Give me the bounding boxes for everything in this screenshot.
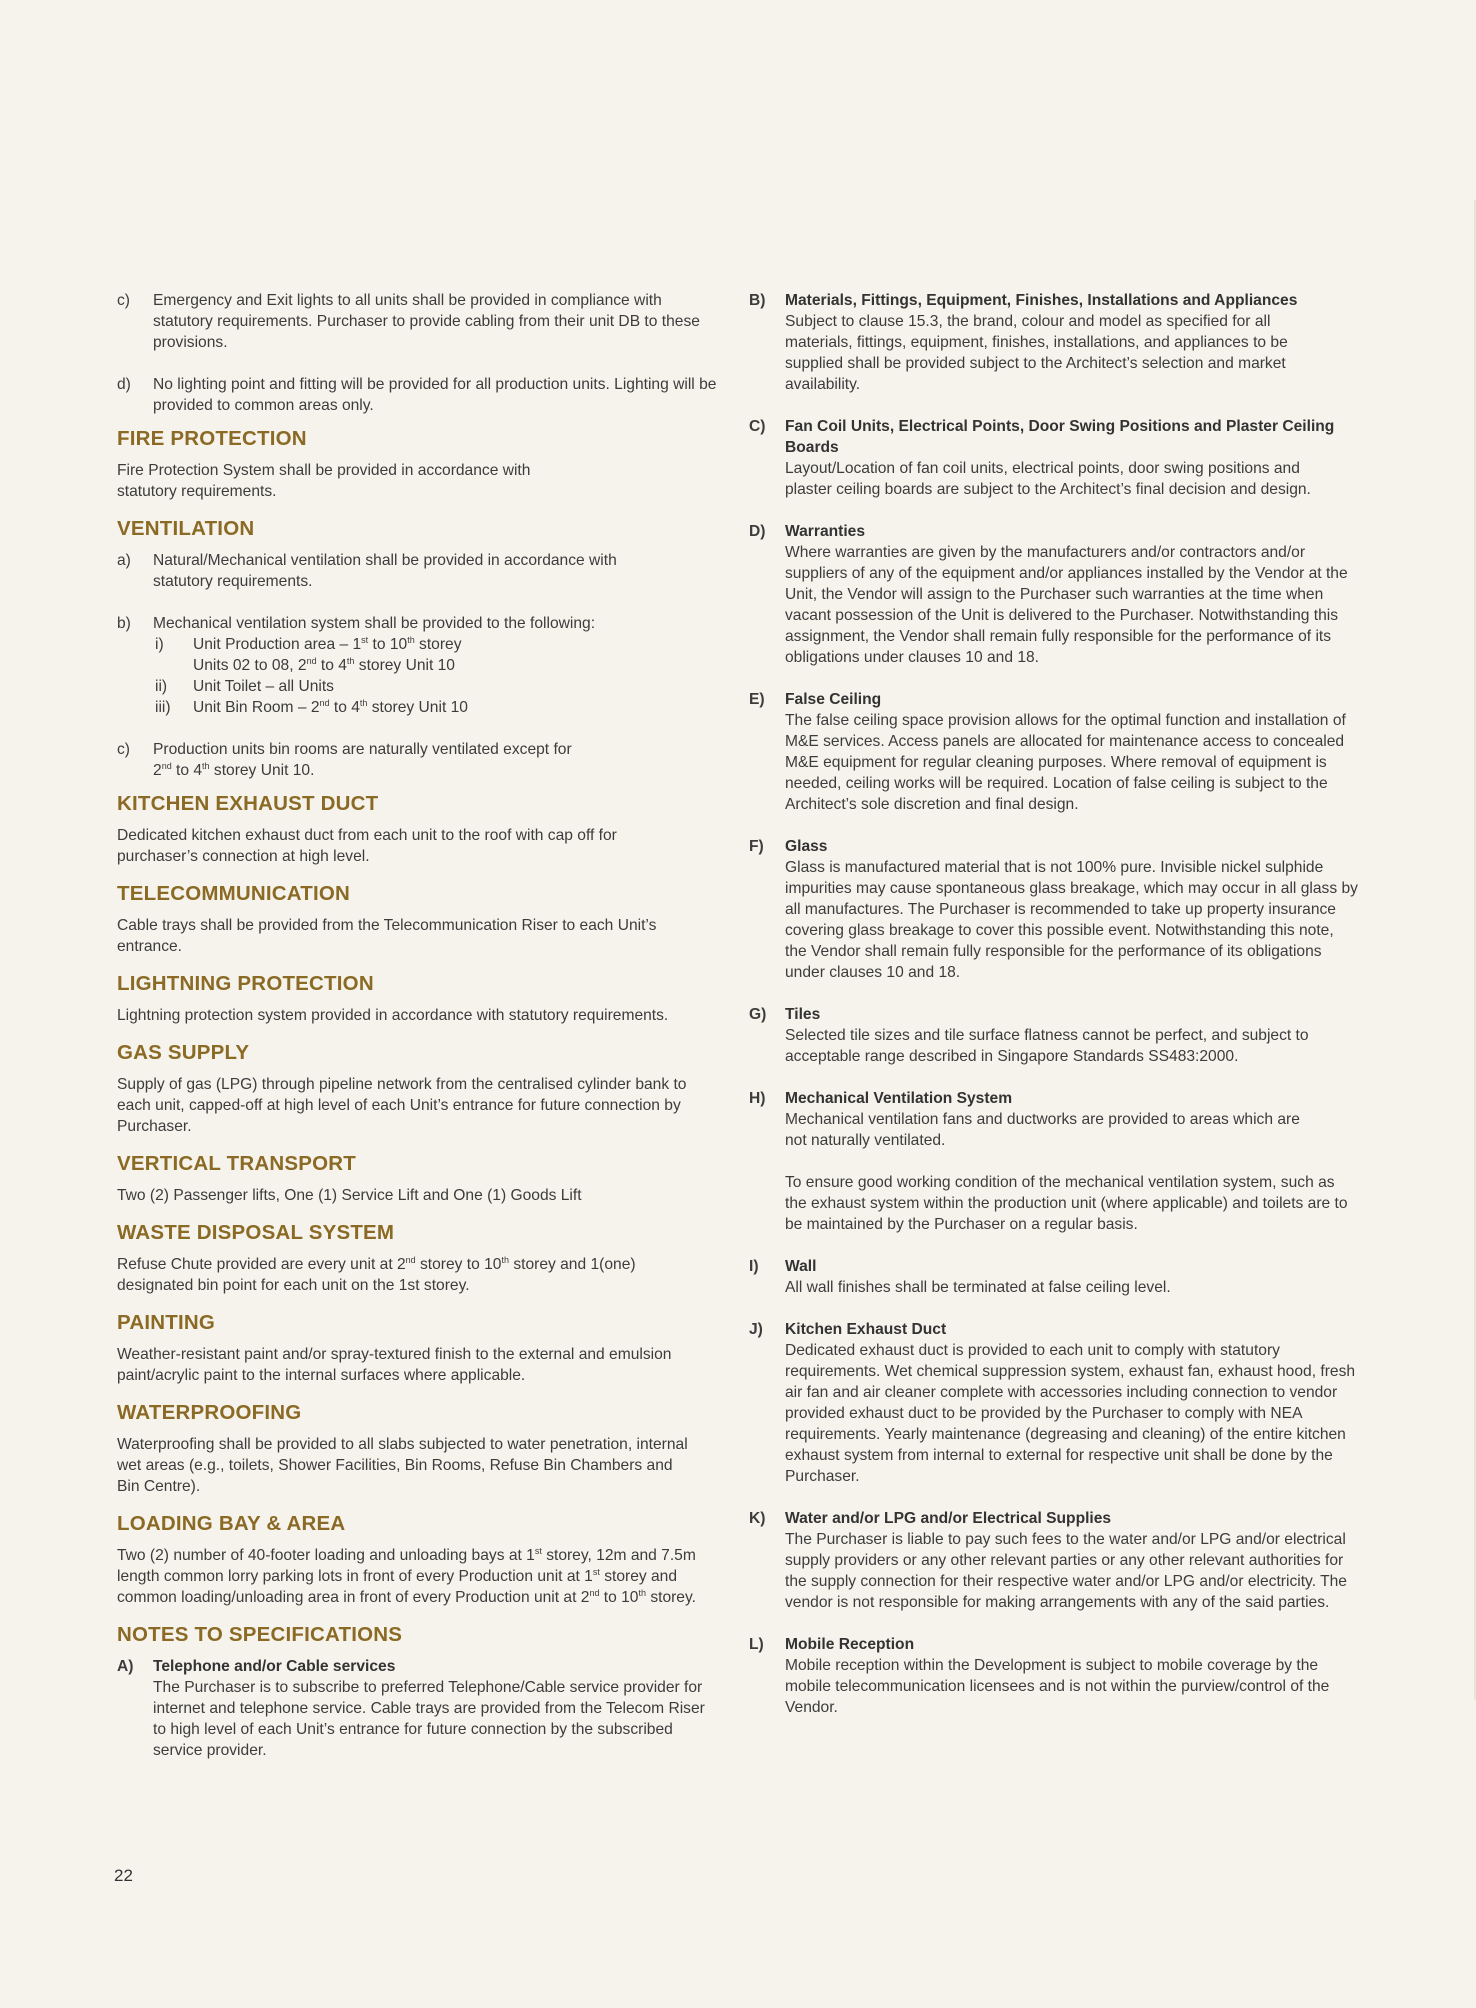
- painting-heading: PAINTING: [117, 1311, 216, 1334]
- kitchen-exhaust-text: Dedicated kitchen exhaust duct from each unit to the roof with cap off for purchaser’s connection at high level.: [117, 827, 617, 865]
- note-a: A) Telephone and/or Cable services The Purchaser is to subscribe to preferred Telephone/Cable service provider for internet and telephone service. Cable trays are provided from the Telecom Riser to high level of each Unit’s entrance for future connection by the subscribed service provider.: [117, 1656, 713, 1761]
- notes-heading: NOTES TO SPECIFICATIONS: [117, 1623, 403, 1646]
- gas-supply-heading: GAS SUPPLY: [117, 1041, 250, 1064]
- note-a-text: The Purchaser is to subscribe to preferred Telephone/Cable service provider for internet and telephone service. Cable trays are provided from the Telecom Riser to high level of each Unit’s entrance for future connection by the subscribed service provider.: [153, 1679, 705, 1759]
- ventilation-item-b: b) Mechanical ventilation system shall be provided to the following: i) Unit Production area – 1st to 10th storey Units 02 to 08, 2nd to 4th storey Unit 10 ii) Unit Toilet – all Units iii) Unit Bin Room – 2nd to 4th storey Unit 10: [117, 613, 717, 718]
- lighting-item-c-text: Emergency and Exit lights to all units shall be provided in compliance with statutory requirements. Purchaser to provide cabling from their unit DB to these provisions.: [153, 292, 700, 351]
- lightning-protection-text: Lightning protection system provided in accordance with statutory requirements.: [117, 1007, 669, 1024]
- telecommunication-text: Cable trays shall be provided from the Telecommunication Riser to each Unit’s entrance.: [117, 917, 657, 955]
- loading-bay-text: Two (2) number of 40-footer loading and unloading bays at 1st storey, 12m and 7.5m length common lorry parking lots in front of every Production unit at 1st storey and common loading/unloading area in front of every Production unit at 2nd to 10th storey.: [117, 1545, 696, 1606]
- ventilation-item-c: c) Production units bin rooms are naturally ventilated except for 2nd to 4th storey Unit 10.: [117, 741, 572, 779]
- waste-disposal-text: Refuse Chute provided are every unit at 2nd storey to 10th storey and 1(one) designated bin point for each unit on the 1st storey.: [117, 1254, 636, 1294]
- waterproofing-text: Waterproofing shall be provided to all slabs subjected to water penetration, internal wet areas (e.g., toilets, Shower Facilities, Bin Rooms, Refuse Bin Chambers and Bin Centre).: [117, 1436, 688, 1495]
- waste-disposal-heading: WASTE DISPOSAL SYSTEM: [117, 1221, 395, 1244]
- ventilation-sub-ii: ii) Unit Toilet – all Units: [155, 678, 334, 695]
- lighting-item-c: c) Emergency and Exit lights to all units shall be provided in compliance with statutory requirements. Purchaser to provide cabling from their unit DB to these provisions.: [117, 292, 700, 351]
- telecommunication-heading: TELECOMMUNICATION: [117, 882, 351, 905]
- left-column: [117, 290, 717, 1782]
- gas-supply-text: Supply of gas (LPG) through pipeline network from the centralised cylinder bank to each unit, capped-off at high level of each Unit’s entrance for future connection by Purchaser.: [117, 1076, 687, 1135]
- fire-protection-heading: FIRE PROTECTION: [117, 427, 307, 450]
- lighting-item-d: d) No lighting point and fitting will be provided for all production units. Lighting will be provided to common areas only.: [117, 376, 717, 414]
- loading-bay-heading: LOADING BAY & AREA: [117, 1512, 346, 1535]
- ventilation-sub-i: i) Unit Production area – 1st to 10th storey: [155, 634, 462, 653]
- page-number: 22: [114, 1866, 133, 1885]
- note-j: J) Kitchen Exhaust Duct Dedicated exhaust duct is provided to each unit to comply with statutory requirements. Wet chemical suppression system, exhaust fan, exhaust hood, fresh air fan and air cleaner complete with accessories including connection to vendor provided exhaust duct to be provided by the Purchaser to comply with NEA requirements. Yearly maintenance (degreasing and cleaning) of the entire kitchen exhaust system from internal to external for respective unit shall be done by the Purchaser.: [749, 1321, 1356, 1485]
- painting-text: Weather-resistant paint and/or spray-textured finish to the external and emulsion paint/acrylic paint to the internal surfaces where applicable.: [117, 1346, 672, 1384]
- note-e: E) False Ceiling The false ceiling space provision allows for the optimal function and installation of M&E services. Access panels are allocated for maintenance access to concealed M&E equipment for regular cleaning purposes. Where removal of equipment is needed, ceiling works will be required. Location of false ceiling is subject to the Architect’s sole discretion and final design.: [749, 691, 1346, 813]
- note-i: I) Wall All wall finishes shall be terminated at false ceiling level.: [749, 1258, 1171, 1296]
- waterproofing-heading: WATERPROOFING: [117, 1401, 302, 1424]
- vertical-transport-heading: VERTICAL TRANSPORT: [117, 1152, 356, 1175]
- note-d: D) Warranties Where warranties are given by the manufacturers and/or contractors and/or suppliers of any of the equipment and/or appliances installed by the Vendor at the Unit, the Vendor will assign to the Purchaser such warranties at the time when vacant possession of the Unit is delivered to the Purchaser. Notwithstanding this assignment, the Vendor shall remain fully responsible for the performance of its obligations under clauses 10 and 18.: [749, 523, 1348, 666]
- ventilation-sub-i-cont: Units 02 to 08, 2nd to 4th storey Unit 10: [193, 655, 455, 674]
- ventilation-item-a: a) Natural/Mechanical ventilation shall be provided in accordance with statutory requirements.: [117, 552, 617, 590]
- lightning-protection-heading: LIGHTNING PROTECTION: [117, 972, 374, 995]
- note-c: C) Fan Coil Units, Electrical Points, Door Swing Positions and Plaster Ceiling Boards Layout/Location of fan coil units, electrical points, door swing positions and plaster ceiling boards are subject to the Architect’s final decision and design.: [749, 418, 1335, 498]
- note-g: G) Tiles Selected tile sizes and tile surface flatness cannot be perfect, and subject to acceptable range described in Singapore Standards SS483:2000.: [749, 1006, 1309, 1065]
- ventilation-heading: VENTILATION: [117, 517, 255, 540]
- note-a-title: Telephone and/or Cable services: [153, 1658, 396, 1675]
- note-f: F) Glass Glass is manufactured material that is not 100% pure. Invisible nickel sulphide impurities may cause spontaneous glass breakage, which may occur in all glass by all manufactures. The Purchaser is recommended to take up property insurance covering glass breakage to cover this possible event. Notwithstanding this note, the Vendor shall remain fully responsible for the performance of its obligations under clauses 10 and 18.: [749, 838, 1358, 981]
- note-l: L) Mobile Reception Mobile reception within the Development is subject to mobile coverage by the mobile telecommunication licensees and is not within the purview/control of the Vendor.: [749, 1636, 1330, 1716]
- lighting-item-d-text: No lighting point and fitting will be provided for all production units. Lighting will be provided to common areas only.: [153, 376, 717, 414]
- note-k: K) Water and/or LPG and/or Electrical Supplies The Purchaser is liable to pay such fees to the water and/or LPG and/or electrical supply providers or any other relevant parties or any other relevant authorities for the supply connection for their respective water and/or LPG and/or electricity. The vendor is not responsible for making arrangements with any of the said parties.: [749, 1510, 1347, 1611]
- right-column: [749, 290, 1359, 1739]
- fire-protection-text: Fire Protection System shall be provided in accordance with statutory requirements.: [117, 462, 531, 500]
- note-b: B) Materials, Fittings, Equipment, Finishes, Installations and Appliances Subject to clause 15.3, the brand, colour and model as specified for all materials, fittings, equipment, finishes, installations, and appliances to be supplied shall be provided subject to the Architect’s selection and market availability.: [749, 292, 1298, 393]
- ventilation-sub-iii: iii) Unit Bin Room – 2nd to 4th storey Unit 10: [155, 697, 468, 716]
- note-h: H) Mechanical Ventilation System Mechanical ventilation fans and ductworks are provided to areas which are not naturally ventilated. To ensure good working condition of the mechanical ventilation system, such as the exhaust system within the production unit (where applicable) and toilets are to be maintained by the Purchaser on a regular basis.: [749, 1090, 1348, 1233]
- kitchen-exhaust-heading: KITCHEN EXHAUST DUCT: [117, 792, 379, 815]
- vertical-transport-text: Two (2) Passenger lifts, One (1) Service Lift and One (1) Goods Lift: [117, 1187, 582, 1204]
